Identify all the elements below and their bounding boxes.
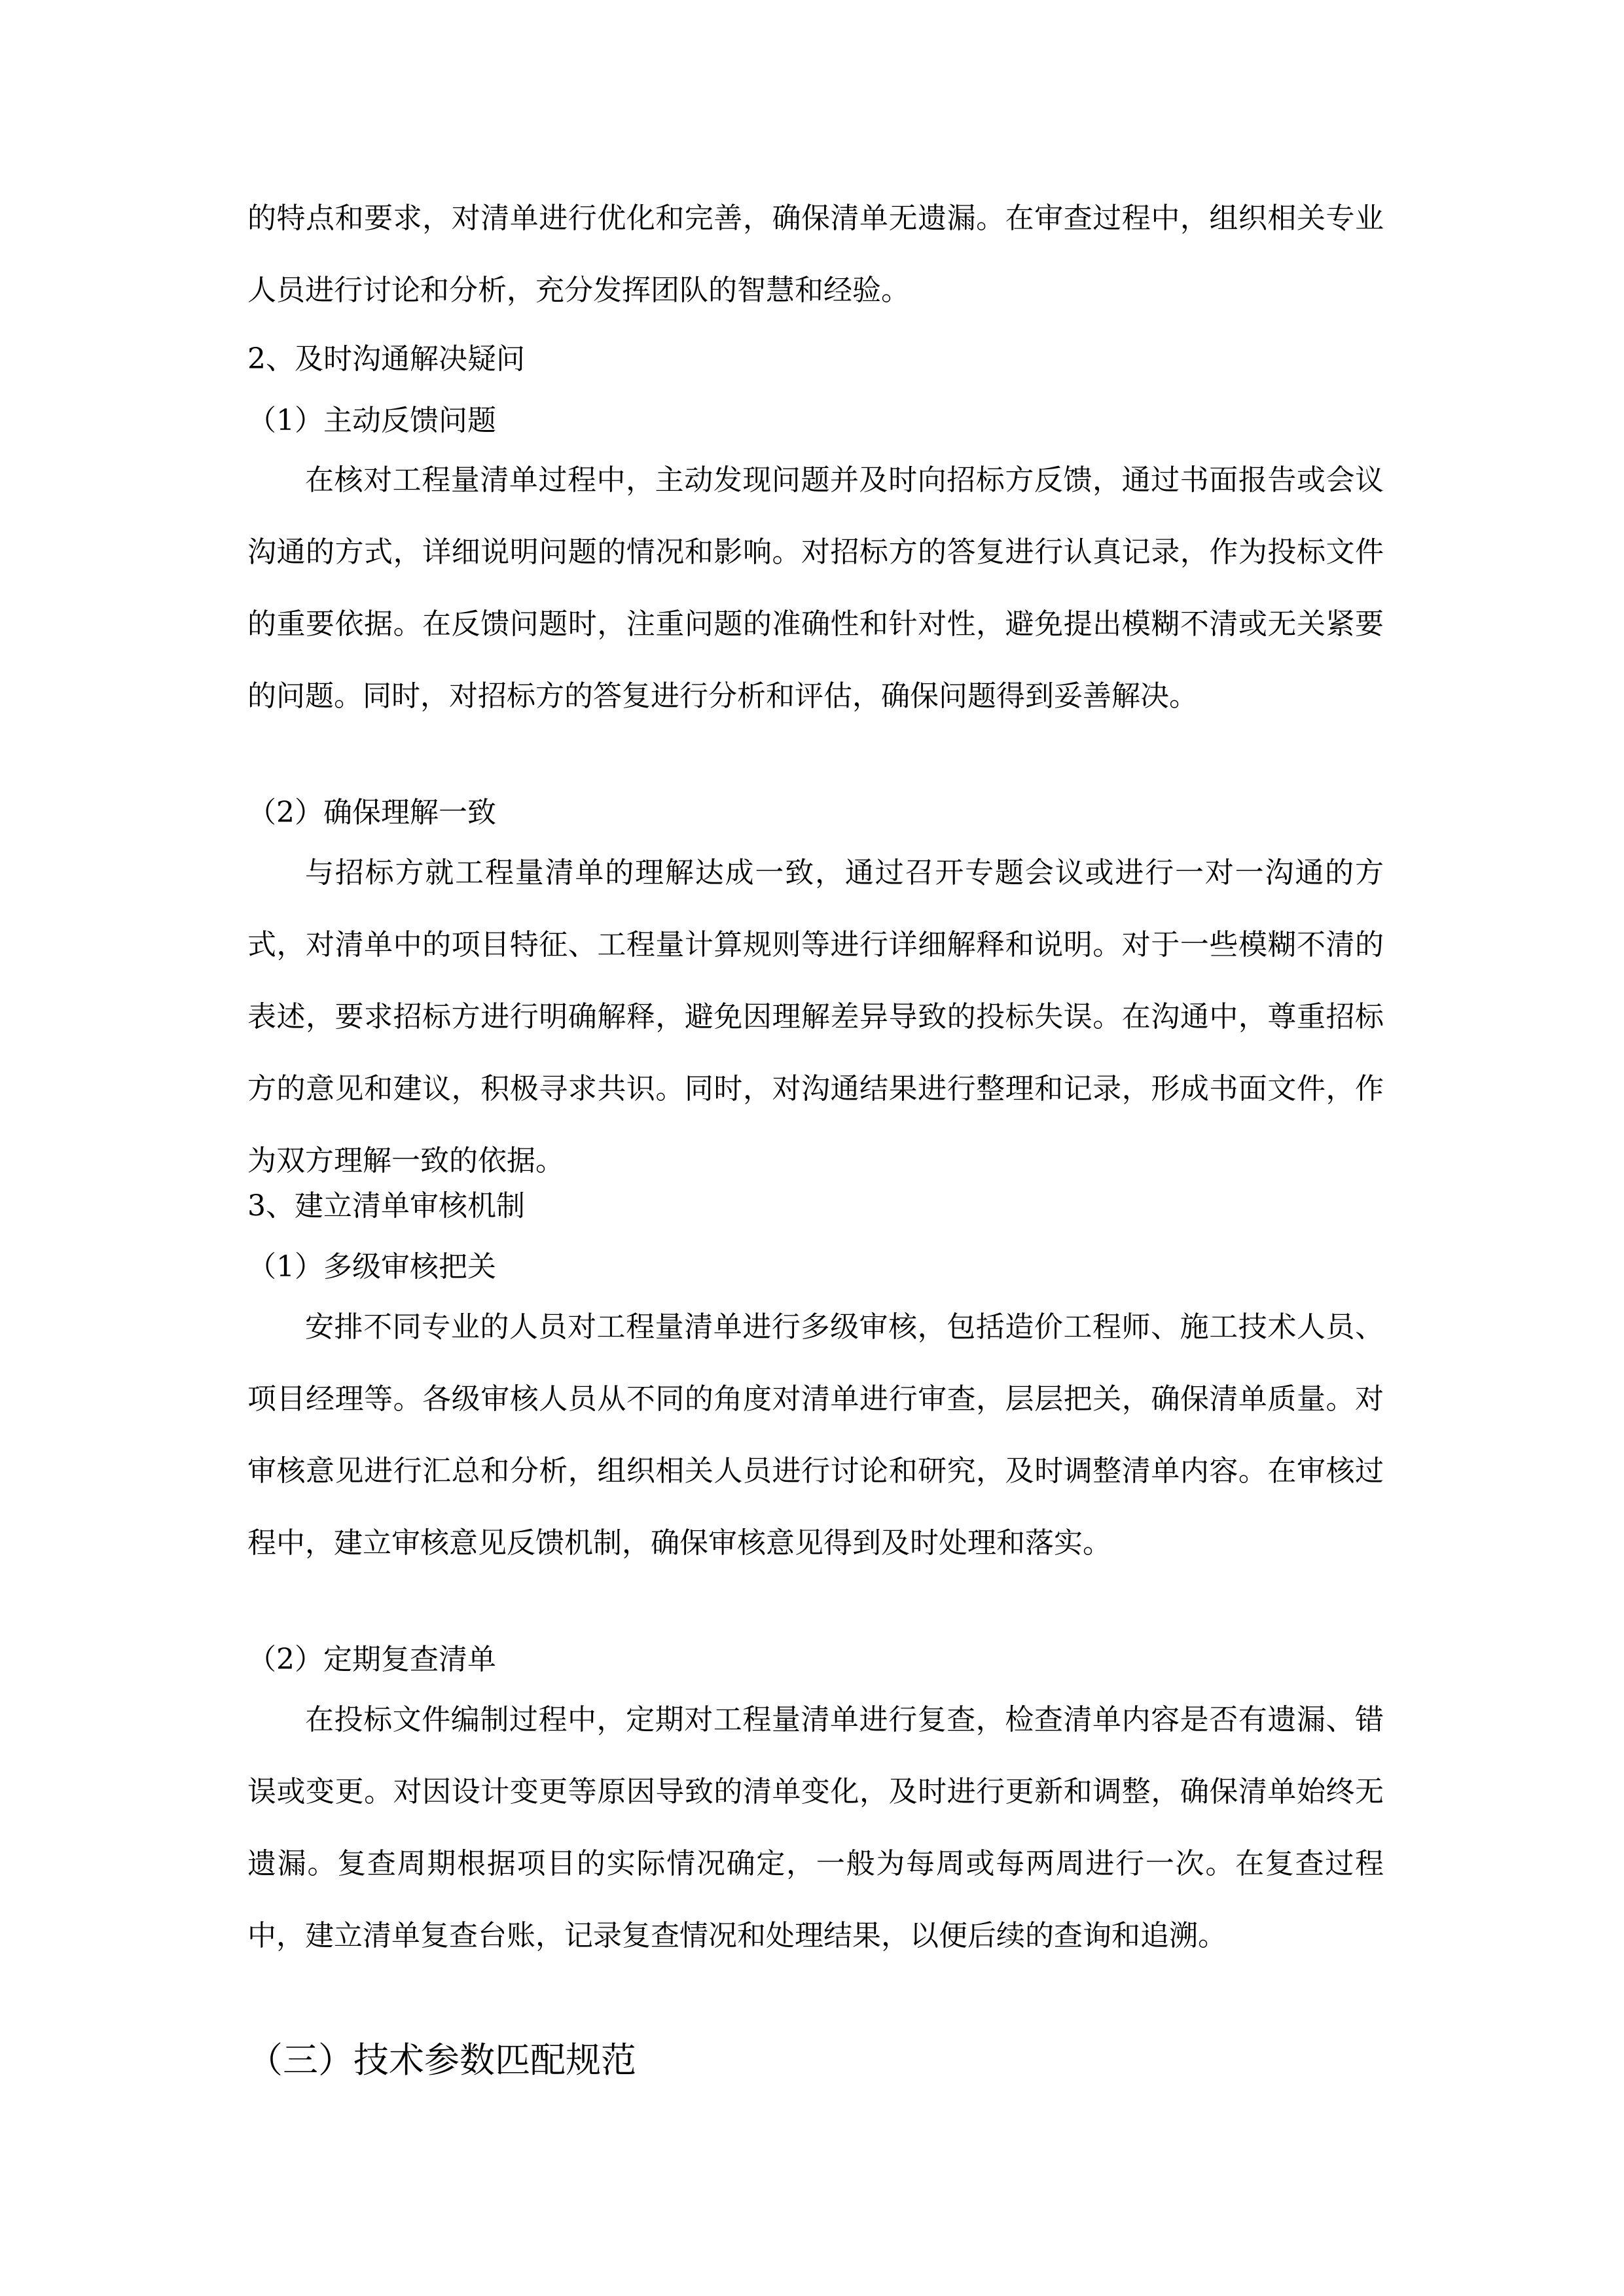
section-2-1-paragraph: 在核对工程量清单过程中，主动发现问题并及时向招标方反馈，通过书面报告或会议沟通的方式，详细说明问题的情况和影响。对招标方的答复进行认真记录，作为投标文件的重要依据。在反馈问题时，注重问题的准确性和针对性，避免提出模糊不清或无关紧要的问题。同时，对招标方的答复进行分析和评估，确保问题得到妥善解决。 bbox=[247, 463, 1384, 713]
section-3-2-paragraph: 在投标文件编制过程中，定期对工程量清单进行复查，检查清单内容是否有遗漏、错误或变更。对因设计变更等原因导致的清单变化，及时进行更新和调整，确保清单始终无遗漏。复查周期根据项目的实际情况确定，一般为每周或每两周进行一次。在复查过程中，建立清单复查台账，记录复查情况和处理结果，以便后续的查询和追溯。 bbox=[247, 1703, 1384, 1952]
section-3-heading: 3、建立清单审核机制 bbox=[247, 1189, 525, 1223]
section-2-heading: 2、及时沟通解决疑问 bbox=[247, 342, 525, 376]
section-2-1-heading: （1）主动反馈问题 bbox=[247, 404, 496, 437]
section-2-2-heading: （2）确保理解一致 bbox=[247, 796, 496, 829]
section-2-2-paragraph: 与招标方就工程量清单的理解达成一致，通过召开专题会议或进行一对一沟通的方式，对清单中的项目特征、工程量计算规则等进行详细解释和说明。对于一些模糊不清的表述，要求招标方进行明确解释，避免因理解差异导致的投标失误。在沟通中，尊重招标方的意见和建议，积极寻求共识。同时，对沟通结果进行整理和记录，形成书面文件，作为双方理解一致的依据。 bbox=[247, 856, 1384, 1177]
continuation-paragraph: 的特点和要求，对清单进行优化和完善，确保清单无遗漏。在审查过程中，组织相关专业人员进行讨论和分析，充分发挥团队的智慧和经验。 bbox=[247, 202, 1384, 307]
next-section-heading: （三）技术参数匹配规范 bbox=[247, 2039, 636, 2081]
section-3-2-heading: （2）定期复查清单 bbox=[247, 1643, 496, 1676]
section-3-1-paragraph: 安排不同专业的人员对工程量清单进行多级审核，包括造价工程师、施工技术人员、项目经理等。各级审核人员从不同的角度对清单进行审查，层层把关，确保清单质量。对审核意见进行汇总和分析，组织相关人员进行讨论和研究，及时调整清单内容。在审核过程中，建立审核意见反馈机制，确保审核意见得到及时处理和落实。 bbox=[247, 1310, 1384, 1560]
section-3-1-heading: （1）多级审核把关 bbox=[247, 1250, 496, 1283]
